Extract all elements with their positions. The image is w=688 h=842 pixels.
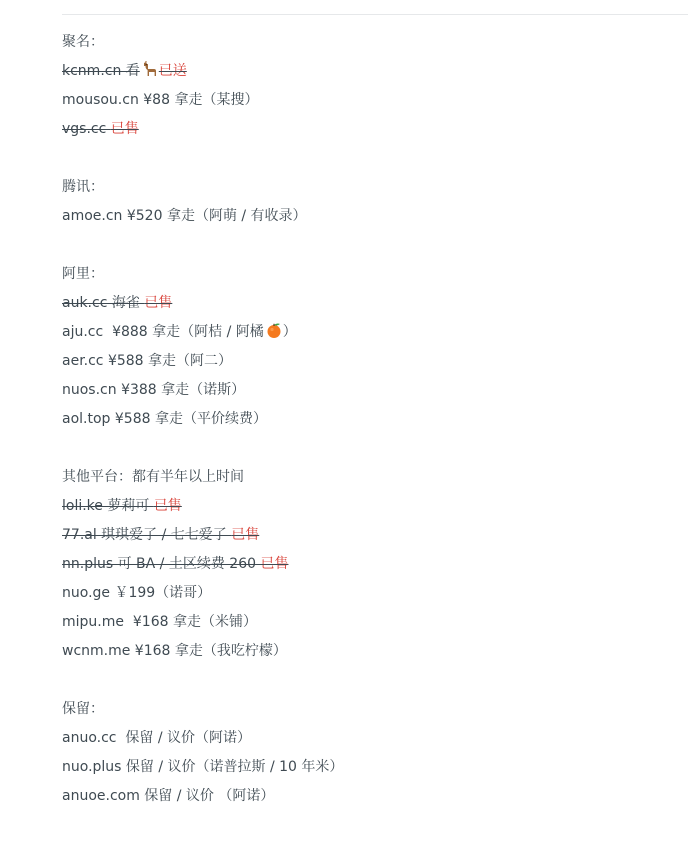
entry-text: ） (282, 324, 297, 340)
domain-entry (62, 115, 672, 144)
domain-entry (62, 492, 672, 521)
domain-entry (62, 86, 672, 115)
sold-badge: 已售 (153, 498, 182, 514)
entry-text: 77.al 琪琪爱了 / 七七爱了 (62, 527, 232, 543)
domain-entry (62, 347, 672, 376)
sold-badge: 已送 (158, 63, 187, 79)
domain-entry (62, 724, 672, 753)
section-spacer (62, 144, 672, 173)
entry-text: aol.top ¥588 拿走（平价续费） (62, 411, 267, 427)
entry-text: anuoe.com 保留 / 议价 （阿诺） (62, 788, 275, 804)
llama-icon (141, 60, 159, 78)
section-heading: 保留： (62, 701, 104, 717)
section-spacer (62, 434, 672, 463)
top-divider (62, 14, 688, 15)
section-heading: 其他平台：都有半年以上时间 (62, 469, 244, 485)
entry-text: wcnm.me ¥168 拿走（我吃柠檬） (62, 643, 287, 659)
domain-entry (62, 782, 672, 811)
domain-entry (62, 318, 672, 347)
domain-entry (62, 376, 672, 405)
entry-text: amoe.cn ¥520 拿走（阿萌 / 有收录） (62, 208, 307, 224)
domain-entry (62, 405, 672, 434)
domain-entry (62, 57, 672, 86)
domain-entry (62, 608, 672, 637)
entry-text: aju.cc ¥888 拿走（阿桔 / 阿橘 (62, 324, 264, 340)
entry-text: nuos.cn ¥388 拿走（诺斯） (62, 382, 246, 398)
entry-text: mipu.me ¥168 拿走（米铺） (62, 614, 257, 630)
entry-text: auk.cc 海雀 (62, 295, 145, 311)
entry-text: loli.ke 萝莉可 (62, 498, 154, 514)
entry-text: vgs.cc (62, 121, 111, 137)
entry-text: nuo.plus 保留 / 议价（诺普拉斯 / 10 年米） (62, 759, 344, 775)
tangerine-icon (265, 321, 283, 339)
domain-list (62, 28, 672, 811)
entry-text: anuo.cc 保留 / 议价（阿诺） (62, 730, 252, 746)
entry-text: mousou.cn ¥88 拿走（某搜） (62, 92, 259, 108)
domain-entry (62, 753, 672, 782)
section-spacer (62, 231, 672, 260)
section-spacer (62, 666, 672, 695)
sold-badge: 已售 (144, 295, 173, 311)
sold-badge: 已售 (231, 527, 260, 543)
sold-badge: 已售 (110, 121, 139, 137)
domain-entry (62, 550, 672, 579)
entry-text: kcnm.cn 看 (62, 63, 140, 79)
entry-text: aer.cc ¥588 拿走（阿二） (62, 353, 233, 369)
domain-entry (62, 289, 672, 318)
domain-entry (62, 579, 672, 608)
section-heading: 阿里： (62, 266, 104, 282)
domain-entry (62, 637, 672, 666)
domain-entry (62, 202, 672, 231)
entry-text: nn.plus 可 BA / 土区续费 260 (62, 556, 261, 572)
sold-badge: 已售 (260, 556, 289, 572)
section-heading: 聚名： (62, 34, 104, 50)
section-heading: 腾讯： (62, 179, 104, 195)
entry-text: nuo.ge ￥199（诺哥） (62, 585, 212, 601)
domain-entry (62, 521, 672, 550)
